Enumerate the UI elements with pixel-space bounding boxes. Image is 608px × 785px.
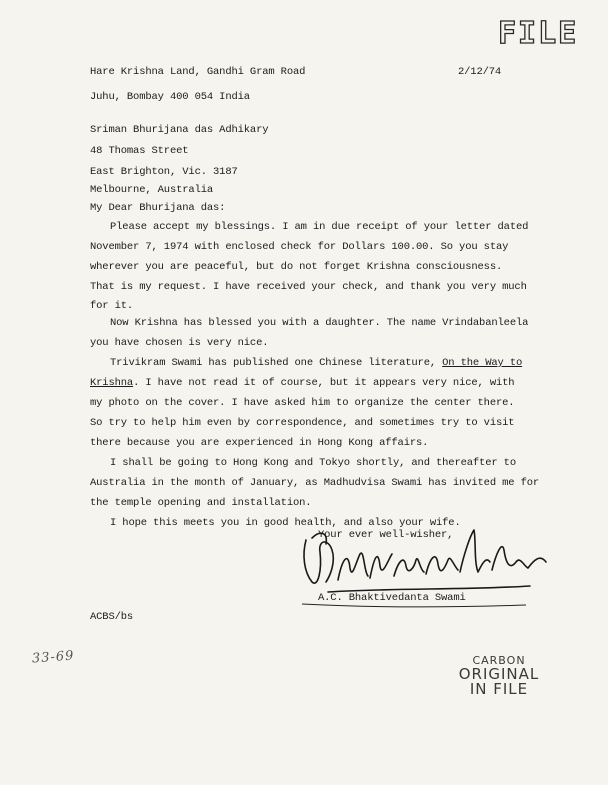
book-title: On the Way to bbox=[442, 357, 523, 369]
body-line: you have chosen is very nice. bbox=[90, 337, 269, 349]
signatory-name: A.C. Bhaktivedanta Swami bbox=[318, 592, 466, 604]
handwritten-signature bbox=[298, 510, 553, 600]
recipient-name: Sriman Bhurijana das Adhikary bbox=[90, 124, 269, 136]
salutation: My Dear Bhurijana das: bbox=[90, 202, 226, 214]
body-line: wherever you are peaceful, but do not forget Krishna consciousness. bbox=[90, 261, 503, 273]
body-line: I hope this meets you in good health, and also your wife. bbox=[110, 517, 461, 529]
closing-line: Your ever well-wisher, bbox=[318, 529, 454, 541]
recipient-street: 48 Thomas Street bbox=[90, 145, 189, 157]
sender-address-line2: Juhu, Bombay 400 054 India bbox=[90, 91, 250, 103]
body-line: So try to help him even by correspondence, and sometimes try to visit bbox=[90, 417, 515, 429]
recipient-suburb: East Brighton, Vic. 3187 bbox=[90, 166, 238, 178]
letter-date: 2/12/74 bbox=[458, 66, 502, 78]
body-line: Australia in the month of January, as Madhudvisa Swami has invited me for bbox=[90, 477, 540, 489]
body-text: Trivikram Swami has published one Chinese literature, bbox=[110, 357, 443, 369]
body-line: the temple opening and installation. bbox=[90, 497, 312, 509]
body-line bbox=[90, 378, 514, 389]
handwritten-reference-number: 33-69 bbox=[31, 648, 75, 667]
carbon-stamp-line: ORIGINAL bbox=[458, 664, 540, 683]
body-line: Please accept my blessings. I am in due receipt of your letter dated bbox=[110, 221, 529, 233]
body-line: That is my request. I have received your check, and thank you very much bbox=[90, 281, 527, 293]
carbon-stamp-line: IN FILE bbox=[469, 680, 529, 699]
body-line: there because you are experienced in Hong Kong affairs. bbox=[90, 437, 429, 449]
recipient-city: Melbourne, Australia bbox=[90, 184, 214, 196]
body-line: my photo on the cover. I have asked him to organize the center there. bbox=[90, 397, 515, 409]
body-line: for it. bbox=[90, 300, 134, 312]
file-stamp: FILE bbox=[498, 16, 579, 51]
sender-address-line1: Hare Krishna Land, Gandhi Gram Road bbox=[90, 66, 306, 78]
body-line: I shall be going to Hong Kong and Tokyo shortly, and thereafter to bbox=[110, 457, 516, 469]
typist-initials: ACBS/bs bbox=[90, 611, 134, 623]
body-text: . I have not read it of course, but it appears very nice, with bbox=[133, 377, 515, 389]
book-title: Krishna bbox=[90, 377, 134, 389]
body-line bbox=[110, 358, 522, 369]
body-line: November 7, 1974 with enclosed check for Dollars 100.00. So you stay bbox=[90, 241, 509, 253]
signature-underline bbox=[300, 600, 530, 610]
carbon-original-stamp bbox=[444, 655, 554, 698]
carbon-stamp-line: CARBON bbox=[472, 654, 526, 667]
body-line: Now Krishna has blessed you with a daughter. The name Vrindabanleela bbox=[110, 317, 529, 329]
